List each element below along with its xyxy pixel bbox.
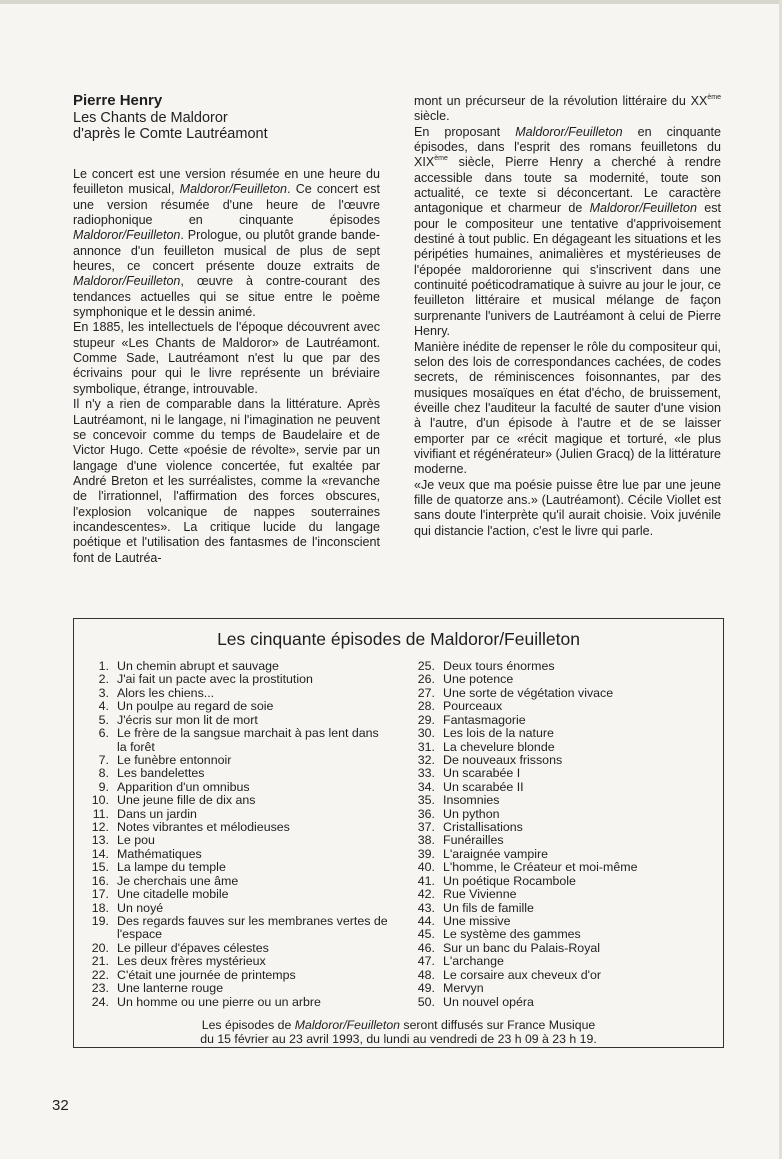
- episode-item: [84, 996, 389, 1009]
- episode-item: [84, 969, 389, 982]
- episode-number: 23.: [91, 981, 109, 996]
- episode-title: L'araignée vampire: [443, 846, 548, 861]
- episode-number: 8.: [98, 766, 109, 781]
- episode-title: Une jeune fille de dix ans: [117, 793, 256, 808]
- episode-item: [410, 902, 715, 915]
- episode-number: 2.: [98, 672, 109, 687]
- episode-item: [84, 942, 389, 955]
- episode-number: 16.: [91, 873, 109, 888]
- episode-item: [84, 754, 389, 767]
- episode-title: Les deux frères mystérieux: [117, 954, 266, 969]
- episode-item: [410, 996, 715, 1009]
- episode-number: 47.: [417, 954, 435, 969]
- episode-item: [410, 888, 715, 901]
- episode-title: J'écris sur mon lit de mort: [117, 712, 258, 727]
- episode-number: 36.: [417, 806, 435, 821]
- episode-item: [84, 821, 389, 834]
- episode-list-left: [84, 660, 389, 1009]
- paragraph-7: «Je veux que ma poésie puisse être lue par une jeune fille de quatorze ans.» (Lautréamont). Cécile Viollet est sans doute l'interprète qu'il aurait choisie. Voix juvénile qui distancie l'action, c'est le livre qui parle.: [414, 477, 721, 538]
- episode-item: [84, 861, 389, 874]
- episode-title: Un scarabée II: [443, 779, 524, 794]
- episode-title: Cristallisations: [443, 820, 523, 835]
- episode-title: Le pou: [117, 833, 155, 848]
- episode-number: 27.: [417, 685, 435, 700]
- episode-item: [410, 848, 715, 861]
- episode-number: 1.: [98, 659, 109, 673]
- episode-item: [410, 754, 715, 767]
- episode-title: Rue Vivienne: [443, 887, 517, 902]
- episode-item: [410, 942, 715, 955]
- episode-title: Les bandelettes: [117, 766, 205, 781]
- page-top-edge: [0, 0, 782, 4]
- episode-item: [410, 915, 715, 928]
- episode-number: 30.: [417, 726, 435, 741]
- episode-number: 20.: [91, 940, 109, 955]
- episode-title: Le corsaire aux cheveux d'or: [443, 967, 602, 982]
- episode-number: 18.: [91, 900, 109, 915]
- episode-title: Dans un jardin: [117, 806, 197, 821]
- episode-number: 34.: [417, 779, 435, 794]
- episode-item: [410, 687, 715, 700]
- episode-title: Un chemin abrupt et sauvage: [117, 659, 279, 673]
- episode-item: [84, 834, 389, 847]
- author-heading: Pierre Henry: [73, 92, 163, 109]
- episode-title: Le pilleur d'épaves célestes: [117, 940, 269, 955]
- episode-title: Un scarabée I: [443, 766, 521, 781]
- episode-title: Notes vibrantes et mélodieuses: [117, 820, 290, 835]
- episode-item: [410, 955, 715, 968]
- episode-item: [84, 767, 389, 780]
- episode-number: 15.: [91, 860, 109, 875]
- episode-title: Un noyé: [117, 900, 164, 915]
- episode-item: [84, 982, 389, 995]
- episode-title: Pourceaux: [443, 699, 503, 714]
- episode-item: [84, 687, 389, 700]
- episode-item: [410, 714, 715, 727]
- episode-title: Sur un banc du Palais-Royal: [443, 940, 601, 955]
- episode-item: [410, 781, 715, 794]
- episode-number: 38.: [417, 833, 435, 848]
- episode-title: C'était une journée de printemps: [117, 967, 296, 982]
- paragraph-2: En 1885, les intellectuels de l'époque découvrent avec stupeur «Les Chants de Maldoror» de Lautréamont. Comme Sade, Lautréamont n'est lu que par des écrivains pour qui le livre représente un bréviaire symbolique, étrange, introuvable.: [73, 320, 380, 396]
- episode-item: [410, 673, 715, 686]
- episode-title: J'ai fait un pacte avec la prostitution: [117, 672, 313, 687]
- episode-item: [410, 767, 715, 780]
- episode-title: Mathématiques: [117, 846, 202, 861]
- episode-title: Un poétique Rocambole: [443, 873, 576, 888]
- episode-number: 7.: [98, 752, 109, 767]
- paragraph-5: En proposant Maldoror/Feuilleton en cinquante épisodes, dans l'esprit des romans feuilletons du XIXème siècle, Pierre Henry a cherché à rendre accessible dans toute sa modernité, toute son actualité, ce texte si déconcertant. Le caractère antagonique et charmeur de Maldoror/Feuilleton est pour le compositeur une tentative d'apprivoisement destiné à tout public. En dégageant les situations et les péripéties humaines, animalières et mystérieuses de l'épopée maldororienne qui s'inscrivent dans une continuité poéticodramatique à suivre au jour le jour, ce feuilleton littéraire et musical mélange de façon surprenante l'univers de Lautréamont à celui de Pierre Henry.: [414, 124, 721, 339]
- episode-title: Alors les chiens...: [117, 685, 215, 700]
- episode-title: Une missive: [443, 914, 511, 929]
- article-column-left: [73, 92, 380, 566]
- episode-number: 31.: [417, 739, 435, 754]
- episode-number: 49.: [417, 981, 435, 996]
- episode-title: L'archange: [443, 954, 504, 969]
- episode-number: 13.: [91, 833, 109, 848]
- episode-title: La lampe du temple: [117, 860, 226, 875]
- episode-title: Une citadelle mobile: [117, 887, 229, 902]
- episode-item: [410, 727, 715, 740]
- episodes-box-title: Les cinquante épisodes de Maldoror/Feuilleton: [217, 629, 580, 649]
- episode-number: 12.: [91, 820, 109, 835]
- episode-item: [410, 821, 715, 834]
- episodes-box: [73, 618, 724, 1048]
- episode-number: 37.: [417, 820, 435, 835]
- episode-title: Des regards fauves sur les membranes vertes de l'espace: [117, 914, 388, 942]
- episode-number: 40.: [417, 860, 435, 875]
- episode-title: Je cherchais une âme: [117, 873, 239, 888]
- episode-item: [84, 794, 389, 807]
- paragraph-1: Le concert est une version résumée en une heure du feuilleton musical, Maldoror/Feuilleton. Ce concert est une version résumée d'une heure de l'œuvre radiophonique en cinquante épisodes Maldoror/Feuilleton. Prologue, ou plutôt grande bande-annonce d'un feuilleton musical de plus de sept heures, ce concert présente douze extraits de Maldoror/Feuilleton, œuvre à contre-courant des tendances actuelles qui se situe entre le poème symphonique et le dessin animé.: [73, 167, 380, 320]
- episode-number: 25.: [417, 659, 435, 673]
- episode-title: L'homme, le Créateur et moi-même: [443, 860, 638, 875]
- episode-item: [410, 741, 715, 754]
- episode-item: [410, 794, 715, 807]
- subtitle-line-1: Les Chants de Maldoror: [73, 110, 228, 126]
- episode-number: 41.: [417, 873, 435, 888]
- episode-number: 22.: [91, 967, 109, 982]
- episode-title: Un homme ou une pierre ou un arbre: [117, 994, 321, 1009]
- episode-title: Deux tours énormes: [443, 659, 555, 673]
- episode-title: La chevelure blonde: [443, 739, 555, 754]
- episode-item: [84, 902, 389, 915]
- episode-item: [410, 969, 715, 982]
- episode-list-right: [410, 660, 715, 1009]
- episode-item: [410, 982, 715, 995]
- episode-number: 14.: [91, 846, 109, 861]
- page-number: 32: [52, 1097, 69, 1114]
- episode-title: Fantasmagorie: [443, 712, 526, 727]
- episode-title: Une lanterne rouge: [117, 981, 224, 996]
- episode-title: Un poulpe au regard de soie: [117, 699, 274, 714]
- episode-title: Un nouvel opéra: [443, 994, 534, 1009]
- episode-title: Le frère de la sangsue marchait à pas lent dans la forêt: [117, 726, 379, 754]
- episode-number: 10.: [91, 793, 109, 808]
- episode-number: 11.: [92, 806, 109, 821]
- subtitle-line-2: d'après le Comte Lautréamont: [73, 126, 268, 142]
- episode-number: 6.: [98, 726, 109, 741]
- episode-item: [84, 781, 389, 794]
- episode-number: 42.: [417, 887, 435, 902]
- episode-number: 29.: [417, 712, 435, 727]
- episode-title: Insomnies: [443, 793, 500, 808]
- episode-item: [84, 915, 389, 942]
- episode-title: Funérailles: [443, 833, 504, 848]
- episode-number: 32.: [417, 752, 435, 767]
- episode-number: 46.: [417, 940, 435, 955]
- episode-title: Un python: [443, 806, 500, 821]
- paragraph-4: mont un précurseur de la révolution littéraire du XXème siècle.: [414, 94, 721, 124]
- episode-number: 44.: [417, 914, 435, 929]
- episode-number: 19.: [91, 914, 109, 929]
- paragraph-6: Manière inédite de repenser le rôle du compositeur qui, selon des lois de correspondances cachées, de codes secrets, de réminiscences foisonnantes, par des musiques mosaïques en état d'écho, de bruissement, éveille chez l'auditeur la faculté de sauter d'une vision à l'autre, d'un épisode à l'autre et de se laisser emporter par ce «récit magique et torturé, «le plus vivifiant et régénérateur» (Julien Gracq) de la littérature moderne.: [414, 339, 721, 477]
- episode-item: [84, 714, 389, 727]
- episode-item: [84, 875, 389, 888]
- episode-number: 43.: [417, 900, 435, 915]
- episode-number: 50.: [417, 994, 435, 1009]
- episode-number: 48.: [417, 967, 435, 982]
- episode-title: Mervyn: [443, 981, 484, 996]
- episode-number: 4.: [98, 699, 109, 714]
- episode-title: Les lois de la nature: [443, 726, 554, 741]
- episode-item: [84, 673, 389, 686]
- episode-item: [84, 955, 389, 968]
- episode-title: De nouveaux frissons: [443, 752, 563, 767]
- episode-item: [410, 834, 715, 847]
- episode-item: [410, 875, 715, 888]
- episode-number: 39.: [417, 846, 435, 861]
- broadcast-note: Les épisodes de Maldoror/Feuilleton seront diffusés sur France Musique du 15 février au 23 avril 1993, du lundi au vendredi de 23 h 09 à 23 h 19.: [200, 1018, 597, 1046]
- episode-item: [84, 727, 389, 754]
- episode-title: Apparition d'un omnibus: [117, 779, 250, 794]
- episode-number: 26.: [417, 672, 435, 687]
- paragraph-3: Il n'y a rien de comparable dans la littérature. Après Lautréamont, ni le langage, ni l'imagination ne peuvent se concevoir comme du temps de Baudelaire et de Victor Hugo. Cette «poésie de révolte», servie par un langage d'une violence concertée, fut exaltée par André Breton et les surréalistes, comme la «revanche de l'irrationnel, l'affirmation des forces obscures, l'explosion volcanique de nappes souterraines incandescentes». La critique lucide du langage poétique et l'utilisation des fantasmes de l'inconscient font de Lautréa-: [73, 397, 380, 565]
- episode-item: [410, 861, 715, 874]
- episode-number: 35.: [417, 793, 435, 808]
- article-column-right: [414, 94, 721, 539]
- episode-item: [410, 660, 715, 673]
- episode-number: 24.: [91, 994, 109, 1009]
- episode-item: [84, 700, 389, 713]
- episode-number: 45.: [417, 927, 435, 942]
- episode-item: [84, 808, 389, 821]
- episode-number: 28.: [417, 699, 435, 714]
- episode-title: Le système des gammes: [443, 927, 581, 942]
- episode-number: 33.: [417, 766, 435, 781]
- episode-title: Le funèbre entonnoir: [117, 752, 232, 767]
- episode-item: [410, 808, 715, 821]
- episode-number: 9.: [98, 779, 109, 794]
- episode-title: Une potence: [443, 672, 514, 687]
- episode-number: 3.: [98, 685, 109, 700]
- episode-number: 21.: [91, 954, 109, 969]
- episode-title: Une sorte de végétation vivace: [443, 685, 614, 700]
- episode-title: Un fils de famille: [443, 900, 534, 915]
- episode-item: [84, 888, 389, 901]
- episode-number: 5.: [98, 712, 109, 727]
- episode-number: 17.: [91, 887, 109, 902]
- episode-item: [410, 928, 715, 941]
- episode-item: [84, 660, 389, 673]
- episode-item: [410, 700, 715, 713]
- episode-item: [84, 848, 389, 861]
